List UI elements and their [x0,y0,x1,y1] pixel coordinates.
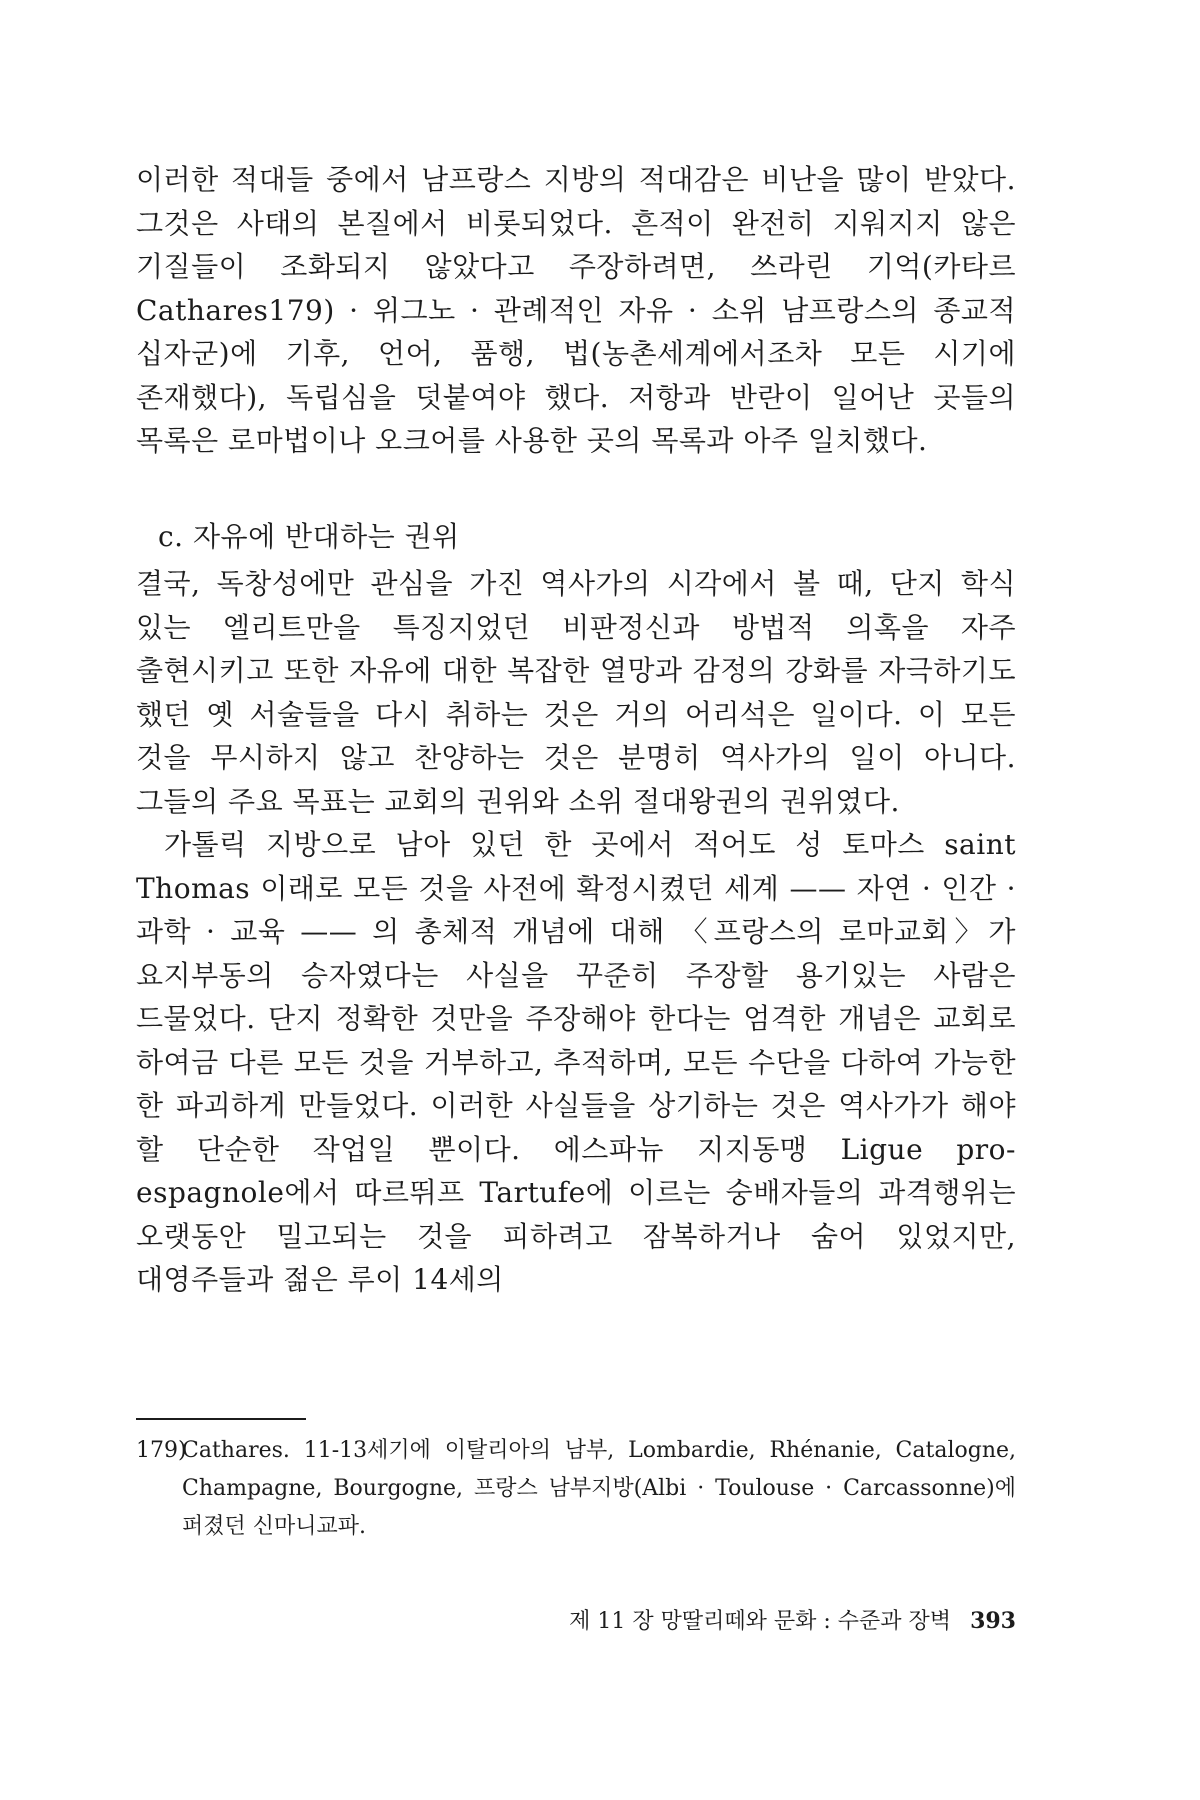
page-number: 393 [970,1608,1016,1634]
running-title: 제 11 장 망딸리떼와 문화 : 수준과 장벽 [569,1609,952,1634]
footnote-text: Cathares. 11-13세기에 이탈리아의 남부, Lombardie, Rhénanie, Catalogne, Champagne, Bourgogne, 프랑스 남부지방(Albi · Toulouse · Carcassonne)에 퍼졌던 신마니교파. [182,1438,1016,1539]
footnote-number: 179) [136,1438,187,1463]
footnote-179 [136,1432,1016,1546]
body-text [136,158,1016,1302]
intro-paragraph: 이러한 적대들 중에서 남프랑스 지방의 적대감은 비난을 많이 받았다. 그것은 사태의 본질에서 비롯되었다. 흔적이 완전히 지워지지 않은 기질들이 조화되지 않았다고 주장하려면, 쓰라린 기억(카타르 Cathares179) · 위그노 · 관례적인 자유 · 소위 남프랑스의 종교적 십자군)에 기후, 언어, 품행, 법(농촌세계에서조차 모든 시기에 존재했다), 독립심을 덧붙여야 했다. 저항과 반란이 일어난 곳들의 목록은 로마법이나 오크어를 사용한 곳의 목록과 아주 일치했다. [136,163,1016,457]
page-footer [136,1604,1016,1635]
section-paragraph-1: 결국, 독창성에만 관심을 가진 역사가의 시각에서 볼 때, 단지 학식 있는 엘리트만을 특징지었던 비판정신과 방법적 의혹을 자주 출현시키고 또한 자유에 대한 복잡한 열망과 감정의 강화를 자극하기도 했던 옛 서술들을 다시 취하는 것은 거의 어리석은 일이다. 이 모든 것을 무시하지 않고 찬양하는 것은 분명히 역사가의 일이 아니다. 그들의 주요 목표는 교회의 권위와 소위 절대왕권의 권위였다. [136,567,1016,818]
section-paragraph-2: 가톨릭 지방으로 남아 있던 한 곳에서 적어도 성 토마스 saint Thomas 이래로 모든 것을 사전에 확정시켰던 세계 —— 자연 · 인간 · 과학 · 교육 —— 의 총체적 개념에 대해 〈프랑스의 로마교회〉가 요지부동의 승자였다는 사실을 꾸준히 주장할 용기있는 사람은 드물었다. 단지 정확한 것만을 주장해야 한다는 엄격한 개념은 교회로 하여금 다른 모든 것을 거부하고, 추적하며, 모든 수단을 다하여 가능한 한 파괴하게 만들었다. 이러한 사실들을 상기하는 것은 역사가가 해야 할 단순한 작업일 뿐이다. 에스파뉴 지지동맹 Ligue pro-espagnole에서 따르뛰프 Tartufe에 이르는 숭배자들의 과격행위는 오랫동안 밀고되는 것을 피하려고 잠복하거나 숨어 있었지만, 대영주들과 젊은 루이 14세의 [136,828,1016,1296]
footnote-divider [136,1418,306,1420]
section-heading: c. 자유에 반대하는 권위 [158,519,460,553]
